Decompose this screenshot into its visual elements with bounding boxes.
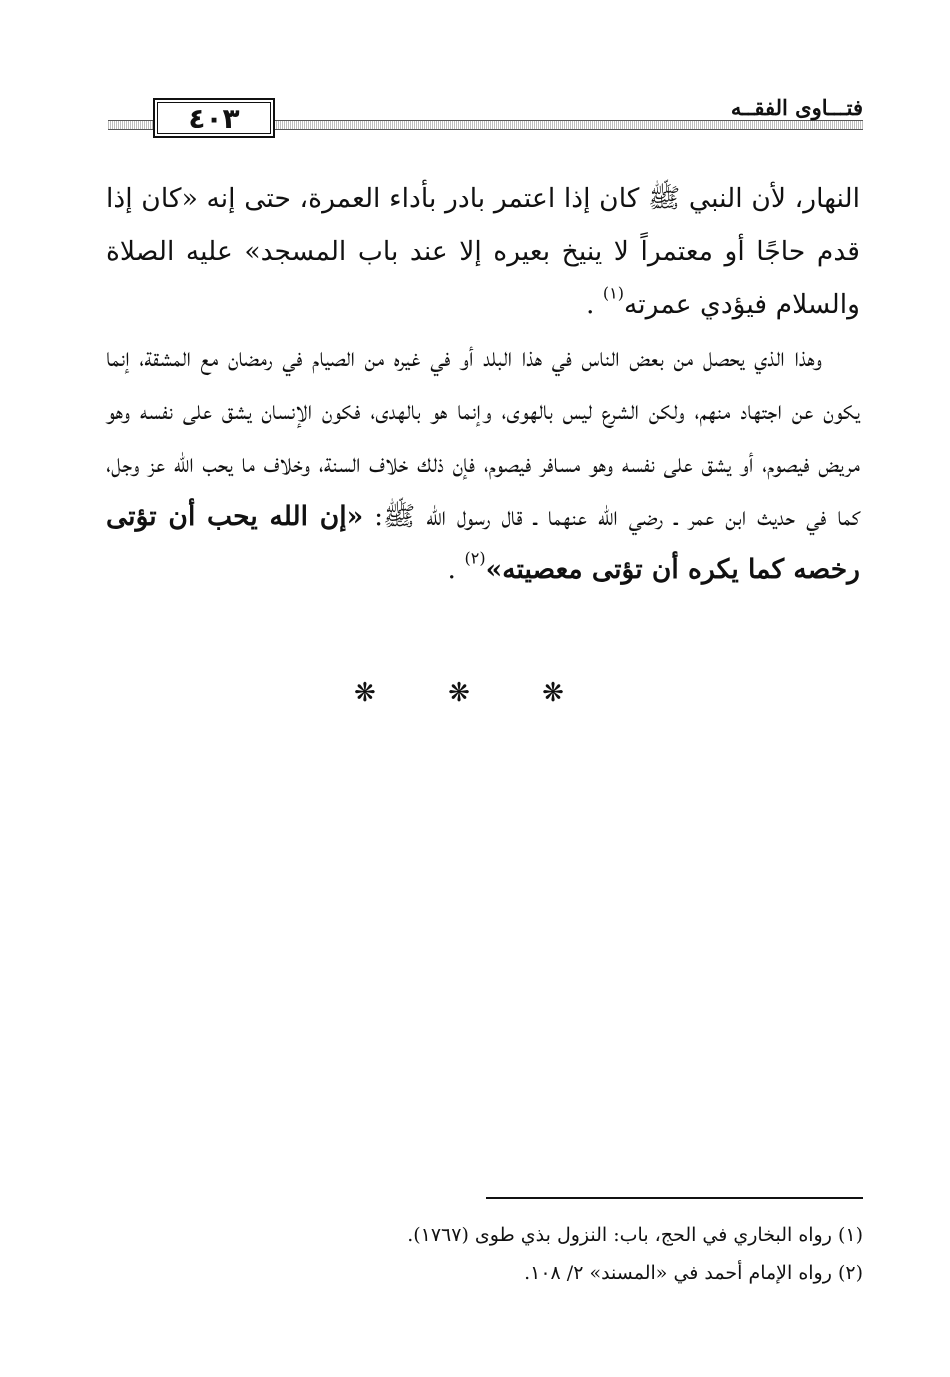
section-separator: ❋ ❋ ❋ (354, 678, 596, 708)
header-title: فتـــاوى الفقــه (719, 96, 863, 120)
page-number: ٤٠٣ (153, 98, 275, 138)
footnote-rule (486, 1197, 863, 1199)
hadith-quote: «إن الله يحب أن تؤتى رخصه كما يكره أن تؤتى معصيته» (106, 501, 860, 585)
paragraph-1-end: . (585, 289, 595, 320)
footnote-ref-2: (٢) (464, 548, 486, 568)
main-text (106, 172, 860, 596)
footnote-ref-1: (١) (602, 283, 624, 303)
paragraph-1 (106, 172, 860, 331)
paragraph-1-text: النهار، لأن النبي ﷺ كان إذا اعتمر بادر بأداء العمرة، حتى إنه «كان إذا قدم حاجًا أو معتمراً لا ينيخ بعيره إلا عند باب المسجد» عليه الصلاة والسلام فيؤدي عمرته (106, 183, 860, 320)
running-header (108, 96, 863, 140)
paragraph-2-text: وهذا الذي يحصل من بعض الناس في هذا البلد أو في غيره من الصيام في رمضان مع المشقة، إنما يكون عن اجتهاد منهم، ولكن الشرع ليس بالهوى، وإنما هو بالهدى، فكون الإنسان يشق على نفسه وهو مريض فيصوم، أو يشق على نفسه وهو مسافر فيصوم، فإن ذلك خلاف السنة، وخلاف ما يحب الله عز وجل، كما في حديث ابن عمر ـ رضي الله عنهما ـ قال رسول الله ﷺ: (106, 342, 860, 532)
paragraph-2-end: . (447, 554, 457, 585)
footnote-2: (٢) رواه الإمام أحمد في «المسند» ٢/ ١٠٨. (524, 1262, 863, 1284)
paragraph-2 (106, 331, 860, 596)
footnotes (300, 1216, 863, 1292)
footnote-1: (١) رواه البخاري في الحج، باب: النزول بذي طوى (١٧٦٧). (407, 1224, 863, 1246)
